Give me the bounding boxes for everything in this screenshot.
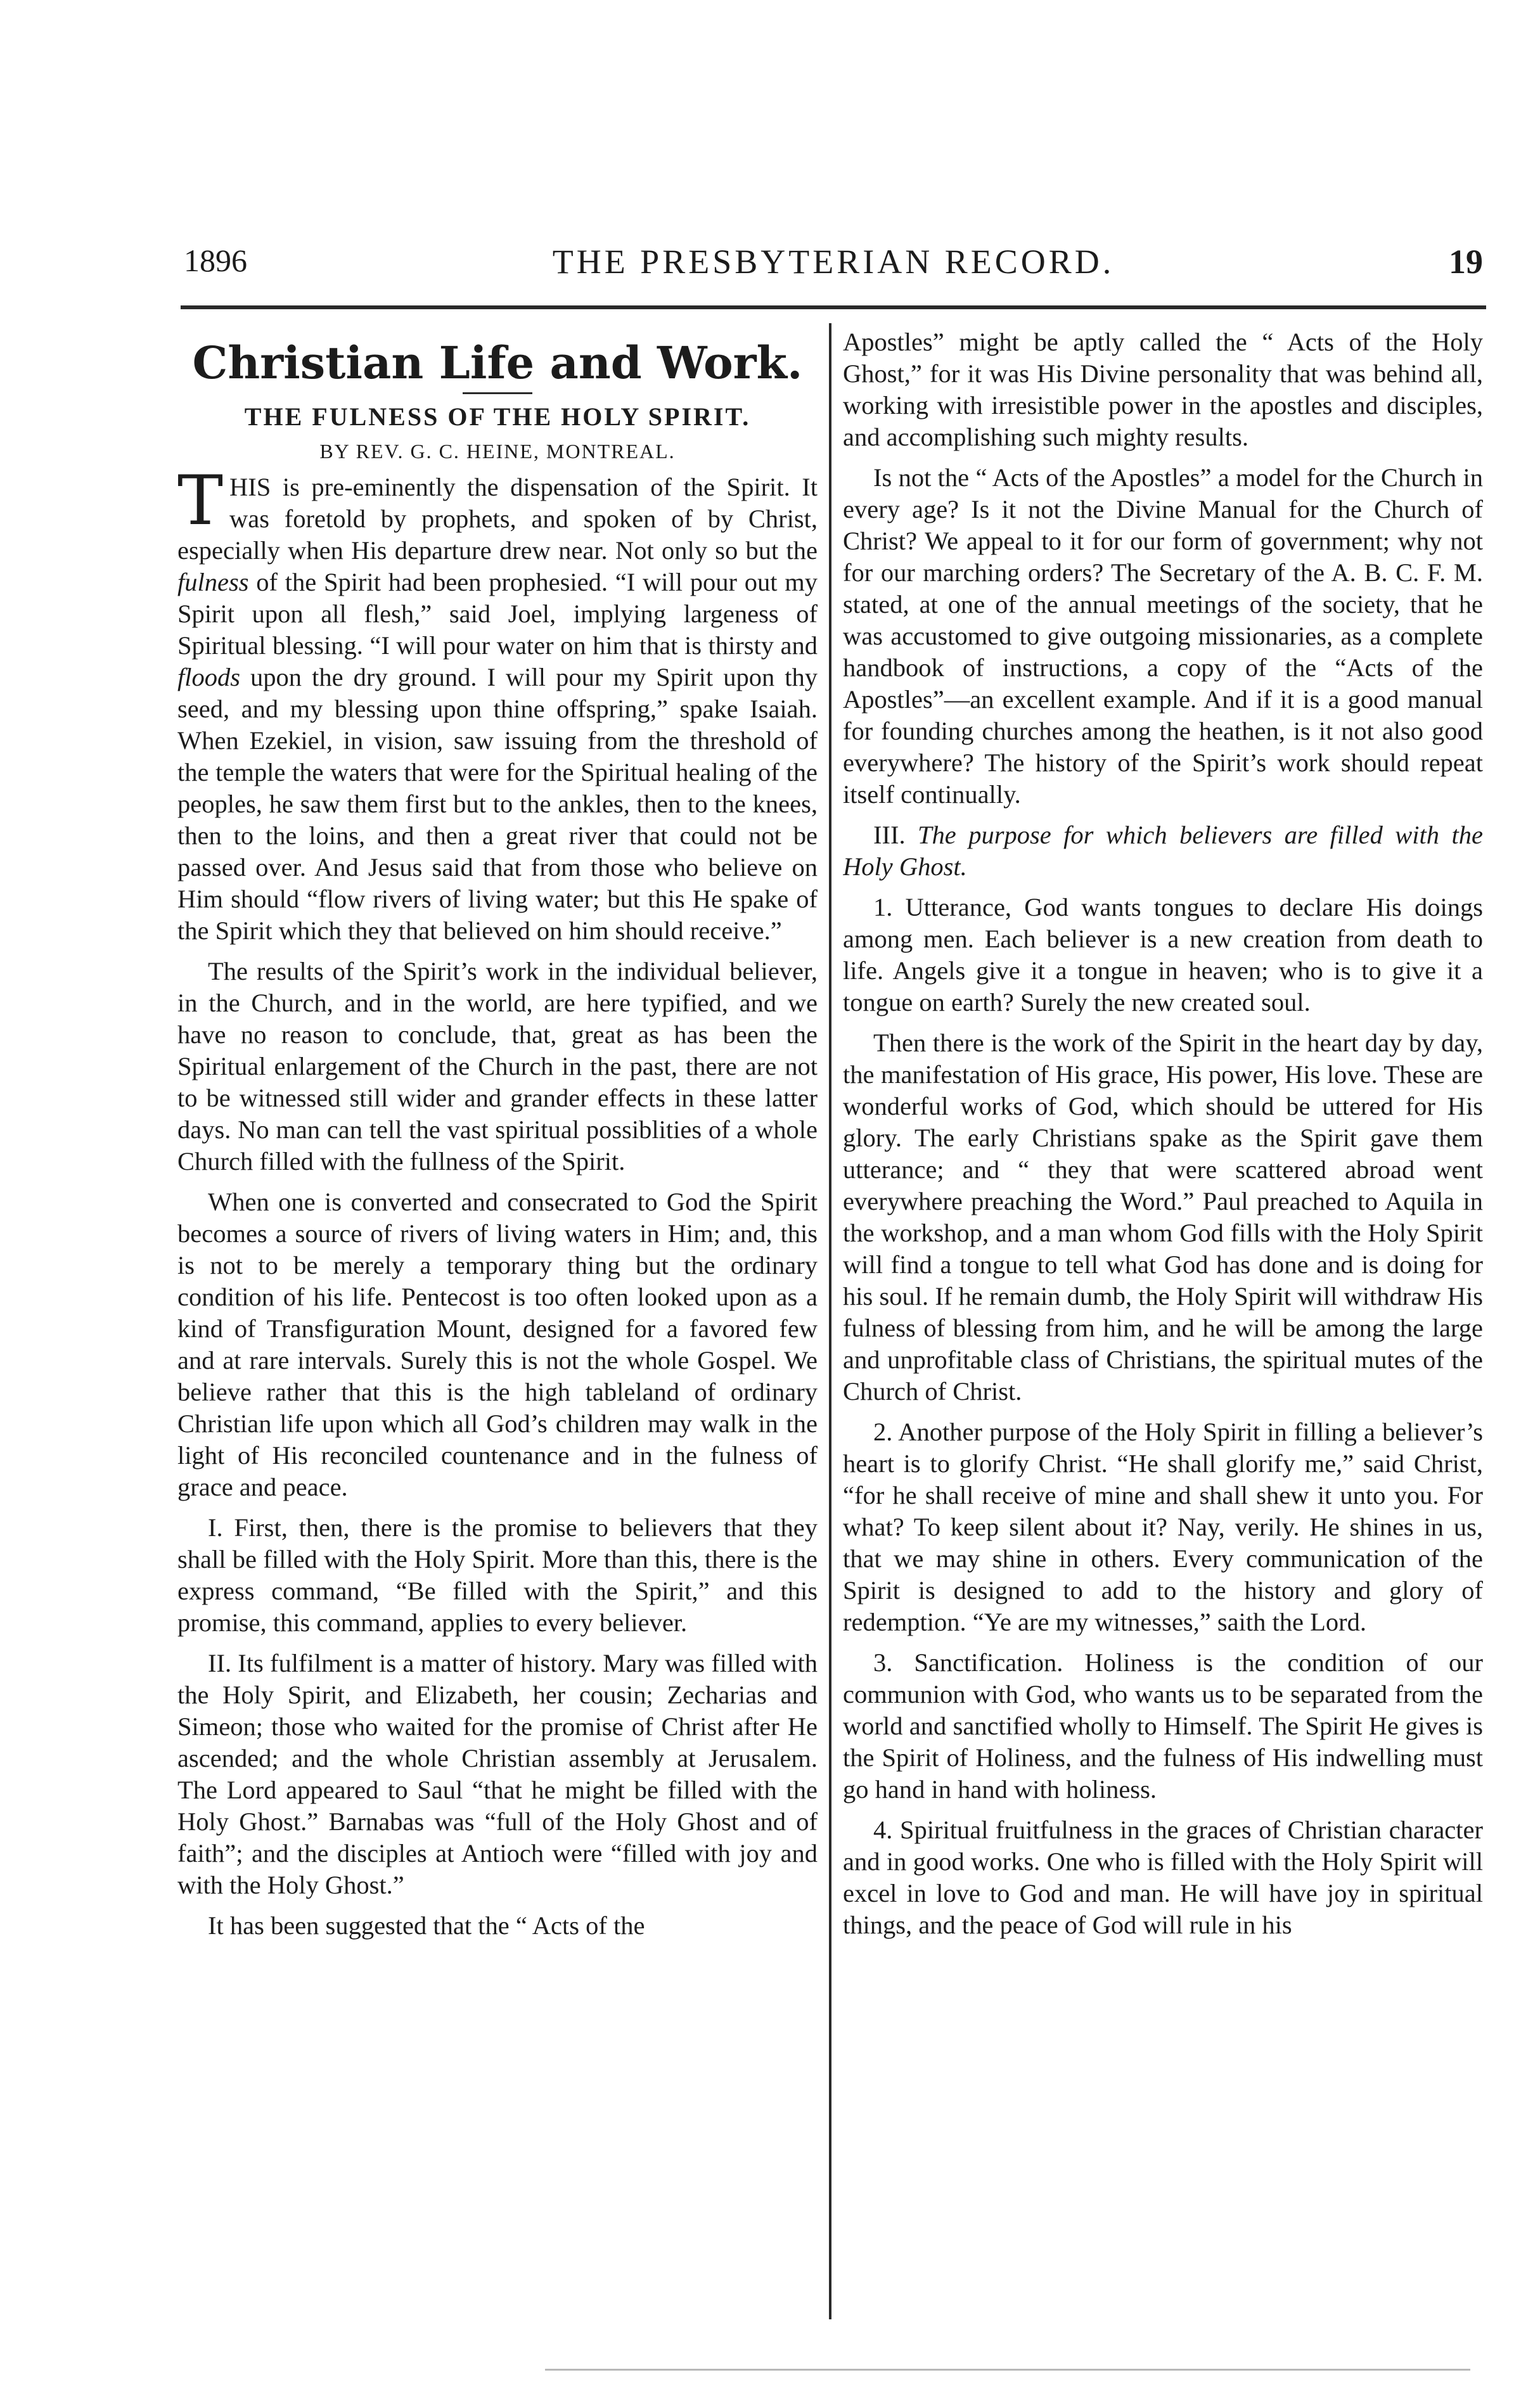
paragraph: THIS is pre-eminently the dispensation of the Spirit. It was foretold by prophets, and spoken of by Christ, especially when His departure drew near. Not only so but the fulness of the Spirit had been prophesied. “I will pour out my Spirit upon all flesh,” said Joel, implying largeness of Spiritual blessing. “I will pour water on him that is thirsty and floods upon the dry ground. I will pour my Spirit upon thy seed, and my blessing upon thine offspring,” spake Isaiah. When Ezekiel, in vision, saw issuing from the threshold of the temple the waters that were for the Spiritual healing of the peoples, he saw them first but to the ankles, then to the knees, then to the loins, and then a great river that could not be passed over. And Jesus said that from those who believe on Him should “flow rivers of living water; but this He spake of the Spirit which they that believed on him should receive.” (177, 461, 818, 945)
paragraph: It has been suggested that the “ Acts of the (208, 1911, 645, 1940)
paragraph: Is not the “ Acts of the Apostles” a model for the Church in every age? Is it not the Divine Manual for the Church of Christ? We appeal to it for our form of government; why not for our marching orders? The Secretary of the A. B. C. F. M. stated, at one of the annual meetings of the society, that he was accustomed to give outgoing missionaries, as a complete handbook of instructions, a copy of the “Acts of the Apostles”—an excellent example. And if it is a good manual for founding churches among the heathen, is it not also good everywhere? The history of the Spirit’s work should repeat itself continually. (843, 463, 1483, 809)
header-title: THE PRESBYTERIAN RECORD. (552, 243, 1115, 281)
paragraph: When one is converted and consecrated to God the Spirit becomes a source of rivers of living waters in Him; and, this is not to be merely a temporary thing but the ordinary condition of his life. Pentecost is too often looked upon as a kind of Transfiguration Mount, designed for a favored few and at rare intervals. Surely this is not the whole Gospel. We believe rather that this is the high tableland of ordinary Christian life upon which all God’s children may walk in the light of His reconciled countenance and in the fulness of grace and peace. (177, 1188, 818, 1501)
byline: BY REV. G. C. HEINE, MONTREAL. (319, 440, 676, 463)
section-title: Christian Life and Work. (192, 336, 803, 389)
article-title: THE FULNESS OF THE HOLY SPIRIT. (244, 402, 751, 431)
paragraph: Apostles” might be aptly called the “ Acts of the Holy Ghost,” for it was His Divine personality that was behind all, working with irresistible power in the apostles and disciples, and accomplishing such mighty results. (843, 328, 1483, 451)
column-divider (829, 323, 831, 2319)
right-column (843, 326, 1483, 2310)
paragraph: 4. Spiritual fruitfulness in the graces of Christian character and in good works. One who is filled with the Holy Spirit will excel in love to God and man. He will have joy in spiritual things, and the peace of God will rule in his (843, 1816, 1483, 1939)
paragraph: 2. Another purpose of the Holy Spirit in filling a believer’s heart is to glorify Christ. “He shall glorify me,” said Christ, “for he shall receive of mine and shall shew it unto you. For what? To keep silent about it? Nay, verily. He shines in us, that we may shine in others. Every communication of the Spirit is designed to add to the history and glory of redemption. “Ye are my witnesses,” saith the Lord. (843, 1418, 1483, 1636)
paragraph: Then there is the work of the Spirit in the heart day by day, the manifestation of His grace, His power, His love. These are wonderful works of God, which should be uttered for His glory. The early Christians spake as the Spirit gave them utterance; and “ they that were scattered abroad went everywhere preaching the Word.” Paul preached to Aquila in the workshop, and a man whom God fills with the Holy Spirit will find a tongue to tell what God has done and is doing for his soul. If he remain dumb, the Holy Spirit will withdraw His fulness of blessing from him, and he will be among the large and unprofitable class of Christians, the spiritual mutes of the Church of Christ. (843, 1028, 1483, 1406)
header-year: 1896 (184, 243, 247, 278)
page-number: 19 (1449, 243, 1483, 281)
paragraph: The results of the Spirit’s work in the individual believer, in the Church, and in the world, are here typified, and we have no reason to conclude, that, great as has been the Spiritual enlargement of the Church in the past, there are not to be witnessed still wider and grander effects in these latter days. No man can tell the vast spiritual possiblities of a whole Church filled with the fullness of the Spirit. (177, 957, 818, 1176)
header-rule (181, 305, 1486, 309)
title-rule (463, 392, 532, 394)
paragraph: II. Its fulfilment is a matter of history. Mary was filled with the Holy Spirit, and Elizabeth, her cousin; Zecharias and Simeon; those who waited for the promise of Christ after He ascended; and the whole Christian assembly at Jerusalem. The Lord appeared to Saul “that he might be filled with the Holy Ghost.” Barnabas was “full of the Holy Ghost and of faith”; and the disciples at Antioch were “filled with joy and with the Holy Ghost.” (177, 1649, 818, 1899)
page-header (184, 242, 1483, 299)
paragraph: I. First, then, there is the promise to believers that they shall be filled with the Holy Spirit. More than this, there is the express command, “Be filled with the Spirit,” and this promise, this command, applies to every believer. (177, 1513, 818, 1637)
paragraph: 1. Utterance, God wants tongues to declare His doings among men. Each believer is a new creation from death to life. Angels give it a tongue in heaven; who is to give it a tongue on earth? Surely the new created soul. (843, 893, 1483, 1016)
left-column (177, 326, 818, 2310)
footer-rule (545, 2369, 1470, 2371)
paragraph: 3. Sanctification. Holiness is the condition of our communion with God, who wants us to be separated from the world and sanctified wholly to Himself. The Spirit He gives is the Spirit of Holiness, and the fulness of His indwelling must go hand in hand with holiness. (843, 1648, 1483, 1803)
drop-cap: T (177, 461, 224, 541)
subheading: III. The purpose for which believers are filled with the Holy Ghost. (843, 821, 1483, 881)
